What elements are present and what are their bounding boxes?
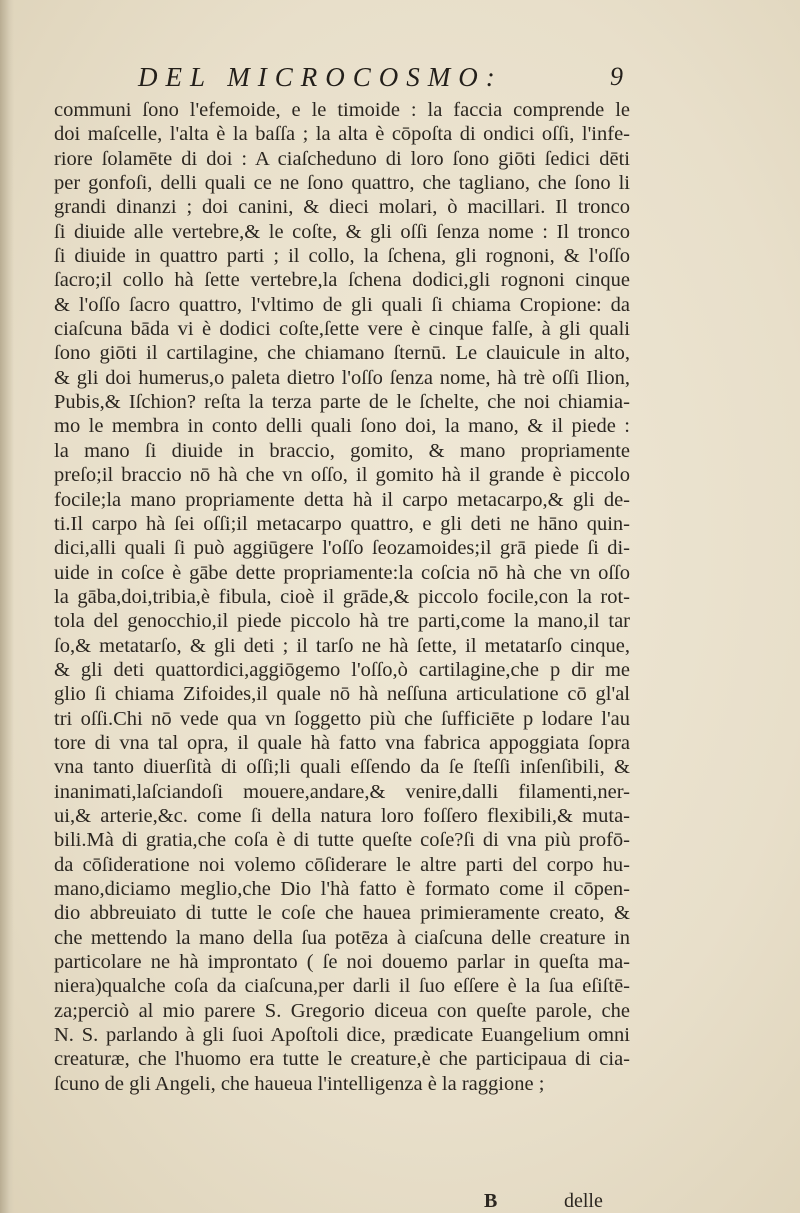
signature-mark: B (484, 1190, 498, 1212)
page-gutter (0, 0, 14, 1213)
text-line: ui,& arterie,&c. come ſi della natura loro foſſero flexibili,& muta- (54, 804, 630, 827)
text-line: & gli deti quattordici,aggiōgemo l'oſſo,ò cartilagine,che p dir me (54, 658, 630, 681)
text-line: la gāba,doi,tribia,è fibula, cioè il grāde,& piccolo focile,con la rot- (54, 585, 630, 608)
text-line: uide in coſce è gābe dette propriamente:la coſcia nō hà che vn oſſo (54, 561, 630, 584)
catchword: delle (564, 1190, 603, 1212)
text-line: grandi dinanzi ; doi canini, & dieci molari, ò macillari. Il tronco (54, 196, 630, 219)
text-line: ſi diuide alle vertebre,& le coſte, & gli oſſi ſenza nome : Il tronco (54, 220, 630, 243)
text-line: communi ſono l'efemoide, e le timoide : la faccia comprende le (54, 99, 630, 121)
text-line: tri oſſi.Chi nō vede qua vn ſoggetto più che ſufficiēte p lodare l'au (54, 707, 630, 730)
text-line: riore ſolamēte di doi : A ciaſcheduno di loro ſono giōti ſedici dēti (54, 147, 630, 170)
text-line: per gonfoſi, delli quali ce ne ſono quattro, che tagliano, che ſono li (54, 172, 630, 195)
text-line: bili.Mà di gratia,che coſa è di tutte queſte coſe?ſi di vna più profō- (54, 829, 630, 852)
text-line: ſi diuide in quattro parti ; il collo, la ſchena, gli rognoni, & l'oſſo (54, 245, 630, 268)
text-line: ſacro;il collo hà ſette vertebre,la ſchena dodici,gli rognoni cinque (54, 269, 630, 292)
text-line: & gli doi humerus,o paleta dietro l'oſſo ſenza nome, hà trè oſſi Ilion, (54, 366, 630, 389)
text-line: tola del genocchio,il piede piccolo hà tre parti,come la mano,il tar (54, 610, 630, 633)
text-line: focile;la mano propriamente detta hà il carpo metacarpo,& gli de- (54, 488, 630, 511)
text-line: doi maſcelle, l'alta è la baſſa ; la alta è cōpoſta di ondici oſſi, l'infe- (54, 123, 630, 146)
text-line: N. S. parlando à gli ſuoi Apoſtoli dice, prædicate Euangelium omni (54, 1024, 630, 1047)
text-line: ciaſcuna bāda vi è dodici coſte,ſette vere è cinque falſe, à gli quali (54, 318, 630, 341)
text-line: particolare ne hà improntato ( ſe noi douemo parlar in queſta ma- (54, 951, 630, 974)
page-footer (484, 1190, 624, 1213)
text-line: dici,alli quali ſi può aggiūgere l'oſſo ſeozamoides;il grā piede ſi di- (54, 537, 630, 560)
text-line: & l'oſſo ſacro quattro, l'vltimo de gli quali ſi chiama Cropione: da (54, 293, 630, 316)
text-line: mo le membra in conto delli quali ſono doi, la mano, & il piede : (54, 415, 630, 438)
text-line: mano,diciamo meglio,che Dio l'hà fatto è formato come il cōpen- (54, 878, 630, 900)
running-head: DEL MICROCOSMO: (138, 62, 503, 92)
text-line: ſcuno de gli Angeli, che haueua l'intelligenza è la raggione ; (54, 1072, 545, 1095)
text-line: Pubis,& Iſchion? reſta la terza parte de le ſchelte, che noi chiamia- (54, 391, 630, 414)
text-line: glio ſi chiama Zifoides,il quale nō hà neſſuna articulatione cō gl'al (54, 683, 630, 706)
page-number: 9 (610, 62, 623, 91)
text-line: creaturæ, che l'huomo era tutte le creature,è che participaua di cia- (54, 1048, 630, 1071)
text-line: ſo,& metatarſo, & gli deti ; il tarſo ne hà ſette, il metatarſo cinque, (54, 634, 630, 657)
text-line: za;perciò al mio parere S. Gregorio diceua con queſte parole, che (54, 999, 630, 1022)
text-line: ti.Il carpo hà ſei oſſi;il metacarpo quattro, e gli deti ne hāno quin- (54, 512, 630, 535)
text-line: la mano ſi diuide in braccio, gomito, & mano propriamente (54, 439, 630, 462)
body-text (54, 98, 630, 1096)
text-line: ſono giōti il cartilagine, che chiamano ſternū. Le clauicule in alto, (54, 342, 630, 365)
text-line: tore di vna tal opra, il quale hà fatto vna fabrica appoggiata ſopra (54, 731, 630, 754)
text-line: inanimati,laſciandoſi mouere,andare,& venire,dalli filamenti,ner- (54, 780, 630, 803)
text-line: dio abbreuiato di tutte le coſe che hauea primieramente creato, & (54, 902, 630, 925)
text-line: preſo;il braccio nō hà che vn oſſo, il gomito hà il grande è piccolo (54, 464, 630, 487)
text-line: che mettendo la mano della ſua potēza à ciaſcuna delle creature in (54, 926, 630, 949)
text-line: da cōſideratione noi volemo cōſiderare le altre parti del corpo hu- (54, 853, 630, 876)
text-line: vna tanto diuerſità di oſſi;li quali eſſendo da ſe ſteſſi inſenſibili, & (54, 756, 630, 779)
text-line: niera)qualche coſa da ciaſcuna,per darli il ſuo eſſere è la ſua eſiſtē- (54, 975, 630, 998)
